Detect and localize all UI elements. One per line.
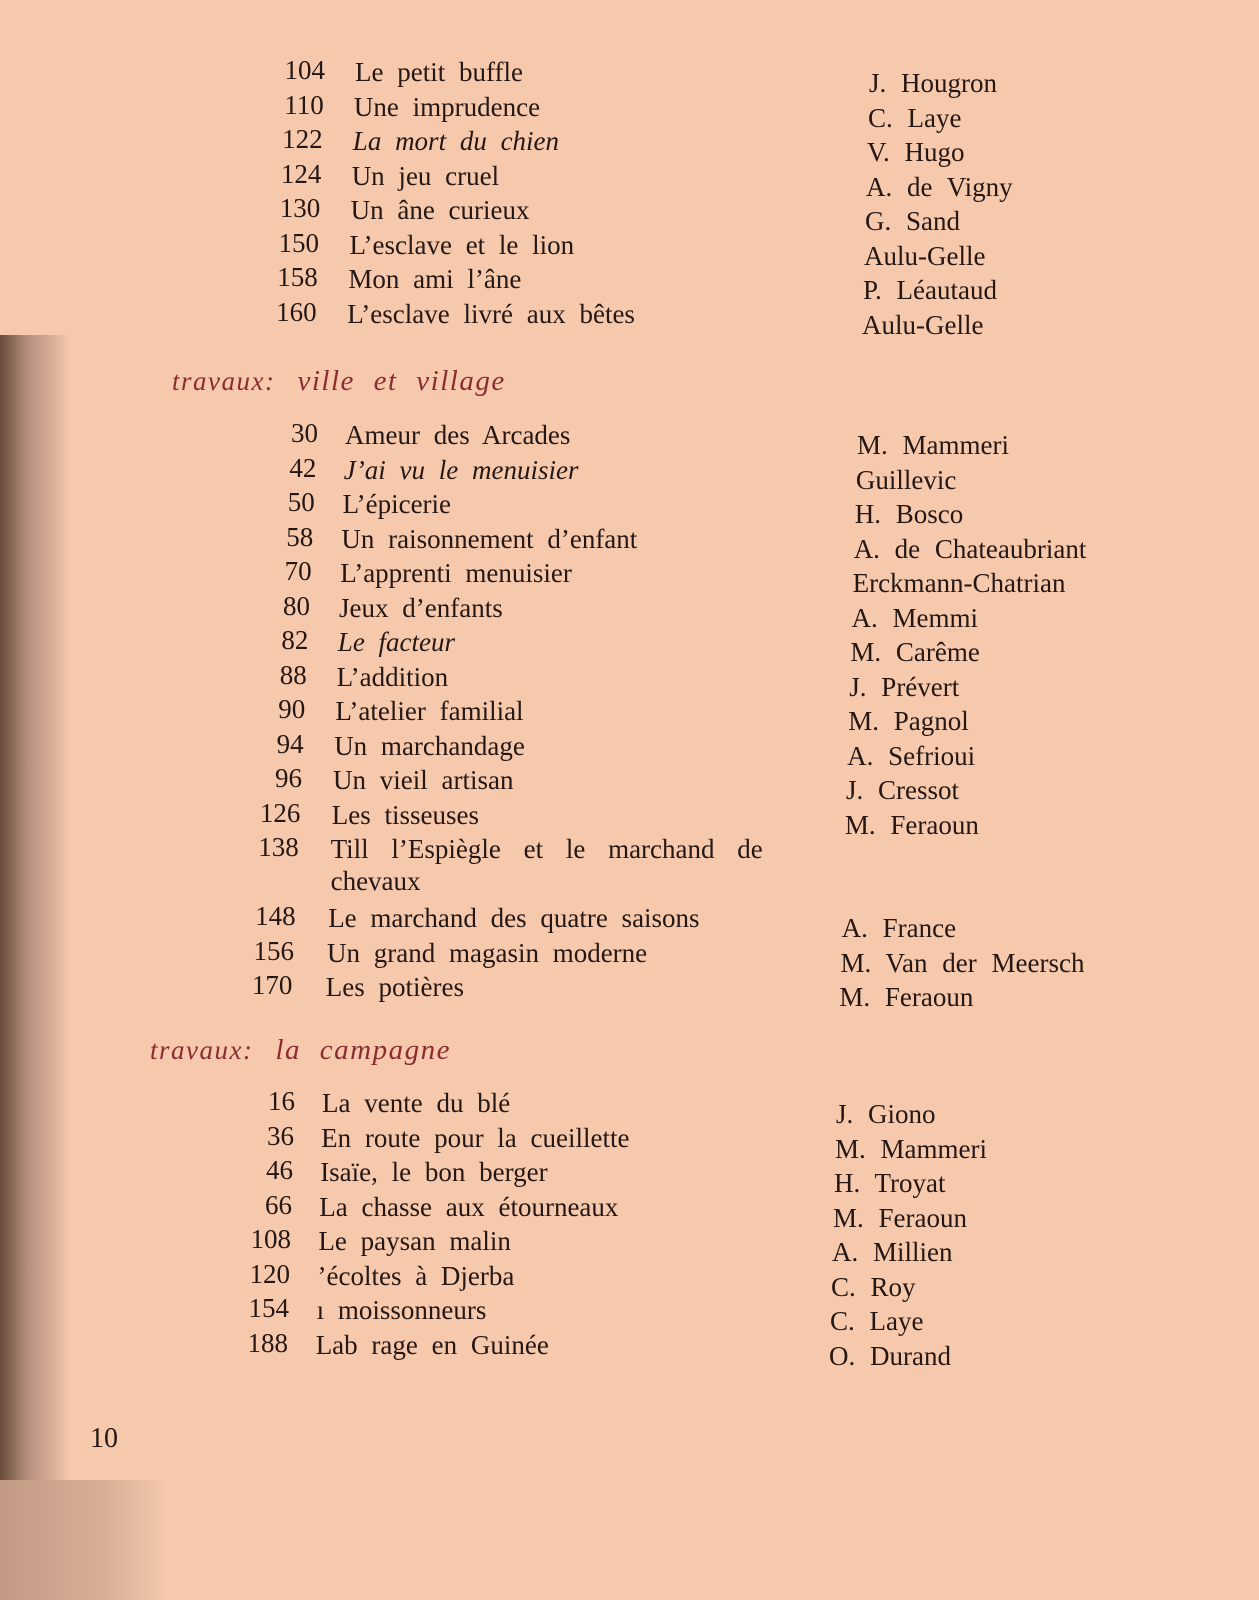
entry-title: Le petit buffle	[355, 57, 523, 87]
entry-page-number: 110	[284, 89, 324, 120]
entry-title: Isaïe, le bon berger	[320, 1157, 548, 1187]
entry-author: H. Bosco	[854, 499, 964, 529]
entry-title: La mort du chien	[352, 126, 560, 156]
entry-author: M. Van der Meersch	[840, 947, 1085, 978]
entry-title: La chasse aux étourneaux	[319, 1191, 619, 1222]
entry-author: H. Troyat	[834, 1168, 946, 1198]
entry-title-continued: chevaux	[330, 866, 421, 896]
entry-page-number: 94	[276, 728, 304, 759]
entry-page-number: 90	[278, 694, 306, 724]
entry-author: A. Millien	[832, 1237, 953, 1267]
entry-title: Un vieil artisan	[333, 765, 514, 795]
entry-page-number: 104	[284, 55, 325, 85]
entry-page-number: 50	[287, 487, 315, 517]
entry-title: Le facteur	[337, 627, 456, 657]
entry-page-number: 70	[284, 556, 312, 586]
entry-title: L’addition	[336, 661, 449, 692]
entry-author: J. Prévert	[849, 671, 960, 702]
entry-page-number: 120	[249, 1258, 290, 1289]
entry-title: Un âne curieux	[350, 195, 530, 225]
entry-title: J’ai vu le menuisier	[343, 454, 579, 485]
entry-title: Un raisonnement d’enfant	[341, 523, 638, 554]
entry-title: ı moissonneurs	[316, 1295, 487, 1325]
entry-page-number: 148	[255, 901, 296, 931]
entry-page-number: 122	[282, 124, 323, 154]
entry-author: C. Laye	[830, 1306, 924, 1336]
entry-author: Aulu-Gelle	[864, 240, 986, 271]
entry-title: Le marchand des quatre saisons	[328, 903, 700, 933]
entry-author: M. Mammeri	[835, 1133, 987, 1164]
entry-author: G. Sand	[865, 206, 960, 236]
entry-title: En route pour la cueillette	[321, 1122, 630, 1153]
entry-page-number: 188	[247, 1327, 288, 1358]
section-heading-label: ville et village	[297, 365, 506, 397]
entry-title: Les tisseuses	[331, 799, 480, 830]
entry-page-number: 156	[253, 935, 294, 966]
entry-page-number: 42	[289, 452, 317, 483]
entry-page-number: 154	[248, 1293, 289, 1323]
entry-page-number: 30	[291, 418, 318, 448]
entry-author: P. Léautaud	[863, 275, 997, 305]
entry-page-number: 96	[275, 763, 302, 793]
entry-author: M. Feraoun	[833, 1202, 967, 1233]
entry-page-number: 126	[259, 797, 301, 828]
entry-title: L’esclave livré aux bêtes	[347, 298, 635, 329]
section-heading	[150, 1034, 451, 1067]
entry-title: Till l’Espiègle et le marchand de	[330, 834, 763, 864]
entry-author: Guillevic	[855, 464, 957, 495]
entry-author: M. Mammeri	[857, 430, 1009, 460]
section-heading	[172, 365, 506, 398]
section-heading-keyword: travaux:	[172, 366, 276, 396]
entry-title: L’esclave et le lion	[349, 229, 575, 260]
entry-title: Un grand magasin moderne	[327, 937, 648, 968]
entry-page-number: 150	[278, 227, 319, 258]
entry-page-number: 46	[266, 1155, 293, 1185]
entry-title: La vente du blé	[322, 1088, 511, 1118]
entry-title: Un marchandage	[334, 730, 525, 761]
entry-author: J. Hougron	[869, 68, 997, 98]
entry-author: A. de Vigny	[866, 171, 1013, 202]
entry-author: A. de Chateaubriant	[853, 533, 1087, 564]
entry-title: Un jeu cruel	[351, 160, 500, 191]
entry-author: C. Roy	[831, 1271, 916, 1302]
entry-title: Lab rage en Guinée	[315, 1329, 549, 1360]
entry-author: Erckmann-Chatrian	[852, 568, 1066, 598]
entry-title: L’épicerie	[342, 489, 452, 519]
entry-title: L’apprenti menuisier	[340, 558, 572, 588]
entry-title: Une imprudence	[353, 91, 541, 122]
entry-author: Aulu-Gelle	[862, 309, 984, 340]
entry-author: A. Sefrioui	[847, 740, 976, 771]
entry-title: L’atelier familial	[335, 696, 524, 726]
entry-author: M. Feraoun	[839, 982, 974, 1012]
entry-author: M. Feraoun	[844, 809, 979, 840]
section-heading-label: la campagne	[275, 1034, 451, 1066]
entry-page-number: 124	[280, 158, 322, 189]
entry-author: A. Memmi	[851, 602, 978, 633]
entry-page-number: 58	[286, 521, 314, 552]
entry-author: A. France	[841, 913, 957, 943]
entry-author: V. Hugo	[867, 137, 965, 167]
entry-page-number: 16	[268, 1086, 295, 1116]
entry-author: J. Cressot	[846, 775, 960, 805]
entry-page-number: 170	[251, 970, 293, 1000]
entry-author: M. Carême	[850, 637, 980, 667]
entry-page-number: 108	[250, 1224, 291, 1254]
section-heading-keyword: travaux:	[150, 1035, 254, 1065]
entry-page-number: 158	[277, 262, 318, 292]
entry-page-number: 36	[267, 1120, 294, 1151]
entry-title: Mon ami l’âne	[348, 264, 522, 294]
entry-page-number: 66	[265, 1189, 292, 1220]
entry-page-number: 82	[281, 625, 309, 655]
entry-author: M. Pagnol	[848, 706, 969, 736]
entry-title: ’écoltes à Djerba	[317, 1260, 515, 1291]
entry-page-number: 160	[276, 296, 317, 327]
entry-title: Le paysan malin	[318, 1226, 511, 1256]
entry-title: Jeux d’enfants	[339, 592, 503, 623]
entry-author: J. Giono	[836, 1099, 936, 1129]
page-number: 10	[90, 1423, 118, 1454]
entry-page-number: 80	[283, 590, 310, 621]
entry-author: C. Laye	[868, 102, 962, 133]
entry-page-number: 130	[279, 193, 321, 223]
entry-author: O. Durand	[829, 1340, 951, 1371]
entry-title: Les potières	[325, 972, 464, 1002]
entry-page-number: 138	[258, 832, 299, 862]
entry-title: Ameur des Arcades	[345, 420, 571, 450]
entry-page-number: 88	[279, 659, 307, 690]
